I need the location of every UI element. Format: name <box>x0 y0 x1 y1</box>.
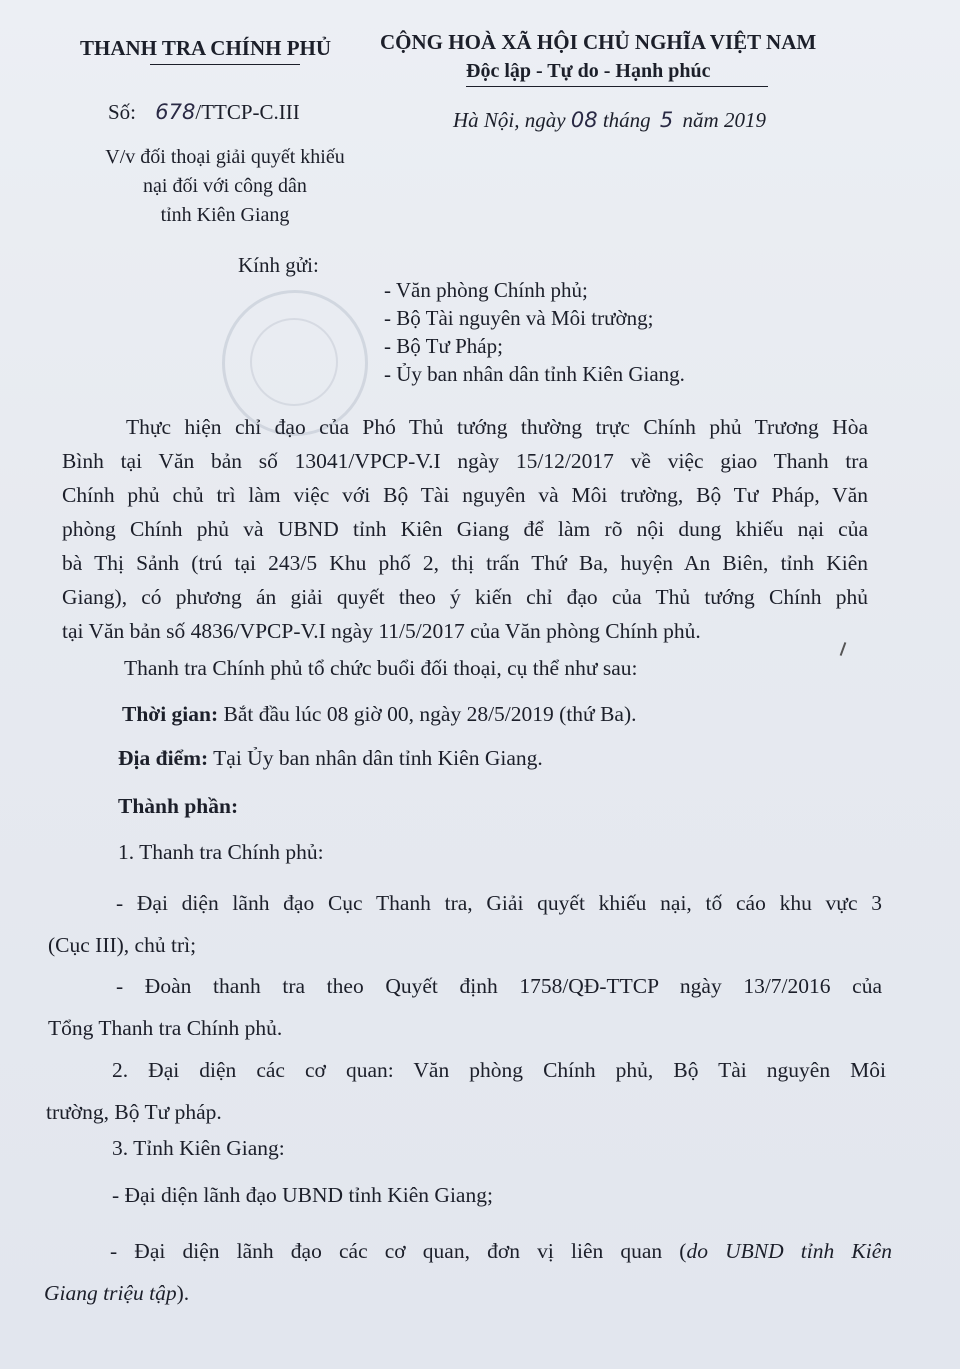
place-value: Tại Ủy ban nhân dân tỉnh Kiên Giang. <box>208 746 543 770</box>
item-line: trường, Bộ Tư pháp. <box>46 1100 222 1124</box>
agency-name: THANH TRA CHÍNH PHỦ <box>80 36 332 60</box>
para-line: bà Thị Sảnh (trú tại 243/5 Khu phố 2, thị trấn Thứ Ba, huyện An Biên, tỉnh Kiên <box>62 551 868 575</box>
recipient-item: - Văn phòng Chính phủ; <box>384 278 588 302</box>
time-label: Thời gian: <box>122 702 219 726</box>
paragraph-1 <box>62 410 868 648</box>
item-line: (Cục III), chủ trì; <box>48 933 197 957</box>
item-text: ). <box>176 1281 190 1305</box>
motto: Độc lập - Tự do - Hạnh phúc <box>466 60 711 82</box>
subject-line: tỉnh Kiên Giang <box>160 204 290 226</box>
item-line: - Đoàn thanh tra theo Quyết định 1758/QĐ-TTCP ngày 13/7/2016 của <box>116 974 882 998</box>
item-line <box>44 1230 892 1272</box>
member-item-3: 3. Tỉnh Kiên Giang: <box>112 1136 285 1160</box>
member-item-1a <box>48 882 882 966</box>
item-line <box>44 1272 892 1314</box>
time-value: Bắt đầu lúc 08 giờ 00, ngày 28/5/2019 (thứ Ba). <box>218 702 637 726</box>
subject-block <box>80 143 370 230</box>
issue-date <box>453 108 766 133</box>
motto-underline <box>466 86 768 87</box>
item-italic-text: do UBND tỉnh Kiên <box>686 1239 892 1263</box>
member-item-1: 1. Thanh tra Chính phủ: <box>118 840 324 864</box>
item-line: Tổng Thanh tra Chính phủ. <box>48 1016 283 1040</box>
document-number <box>108 100 300 125</box>
number-handwritten: 678 <box>155 100 196 124</box>
date-prefix: Hà Nội, ngày <box>453 108 566 132</box>
number-suffix: /TTCP-C.III <box>195 100 300 124</box>
item-line: - Đại diện lãnh đạo Cục Thanh tra, Giải quyết khiếu nại, tố cáo khu vực 3 <box>116 891 882 915</box>
subject-line: V/v đối thoại giải quyết khiếu <box>105 146 345 168</box>
number-prefix: Số: <box>108 100 137 124</box>
faded-seal-inner-ring <box>250 318 338 406</box>
date-month: 5 <box>659 108 674 132</box>
item-line: 2. Đại diện các cơ quan: Văn phòng Chính phủ, Bộ Tài nguyên Môi <box>112 1058 886 1082</box>
para-line: phòng Chính phủ và UBND tỉnh Kiên Giang để làm rõ nội dung khiếu nại của <box>62 517 868 541</box>
recipient-item: - Ủy ban nhân dân tỉnh Kiên Giang. <box>384 362 685 386</box>
item-text: - Đại diện lãnh đạo các cơ quan, đơn vị liên quan ( <box>110 1239 687 1263</box>
date-month-label: tháng <box>602 108 651 132</box>
members-heading: Thành phần: <box>118 794 239 818</box>
paragraph-2: Thanh tra Chính phủ tổ chức buổi đối thoại, cụ thể như sau: <box>124 656 638 680</box>
member-item-2 <box>46 1049 886 1133</box>
time-line <box>122 702 636 727</box>
date-day: 08 <box>570 108 598 132</box>
member-item-1b <box>48 965 882 1049</box>
para-line: Giang), có phương án giải quyết theo ý kiến chỉ đạo của Thủ tướng Chính phủ <box>62 585 868 609</box>
item-italic-text: Giang triệu tập <box>44 1281 177 1305</box>
recipient-item: - Bộ Tư Pháp; <box>384 334 503 358</box>
para-line: tại Văn bản số 4836/VPCP-V.I ngày 11/5/2017 của Văn phòng Chính phủ. <box>62 619 701 643</box>
place-label: Địa điểm: <box>118 746 209 770</box>
member-item-3a: - Đại diện lãnh đạo UBND tỉnh Kiên Giang; <box>112 1183 493 1207</box>
recipient-item: - Bộ Tài nguyên và Môi trường; <box>384 306 654 330</box>
para-line: Chính phủ chủ trì làm việc với Bộ Tài nguyên và Môi trường, Bộ Tư Pháp, Văn <box>62 483 868 507</box>
recipient-list <box>384 276 685 388</box>
greeting: Kính gửi: <box>238 253 319 277</box>
date-year: năm 2019 <box>682 108 766 132</box>
agency-underline <box>150 64 300 65</box>
para-line: Thực hiện chỉ đạo của Phó Thủ tướng thường trực Chính phủ Trương Hòa <box>126 415 868 439</box>
subject-line: nại đối với công dân <box>143 175 307 197</box>
place-line <box>118 746 543 771</box>
nation-name: CỘNG HOÀ XÃ HỘI CHỦ NGHĨA VIỆT NAM <box>380 30 817 54</box>
para-line: Bình tại Văn bản số 13041/VPCP-V.I ngày 15/12/2017 về việc giao Thanh tra <box>62 449 868 473</box>
member-item-3b <box>44 1230 892 1314</box>
